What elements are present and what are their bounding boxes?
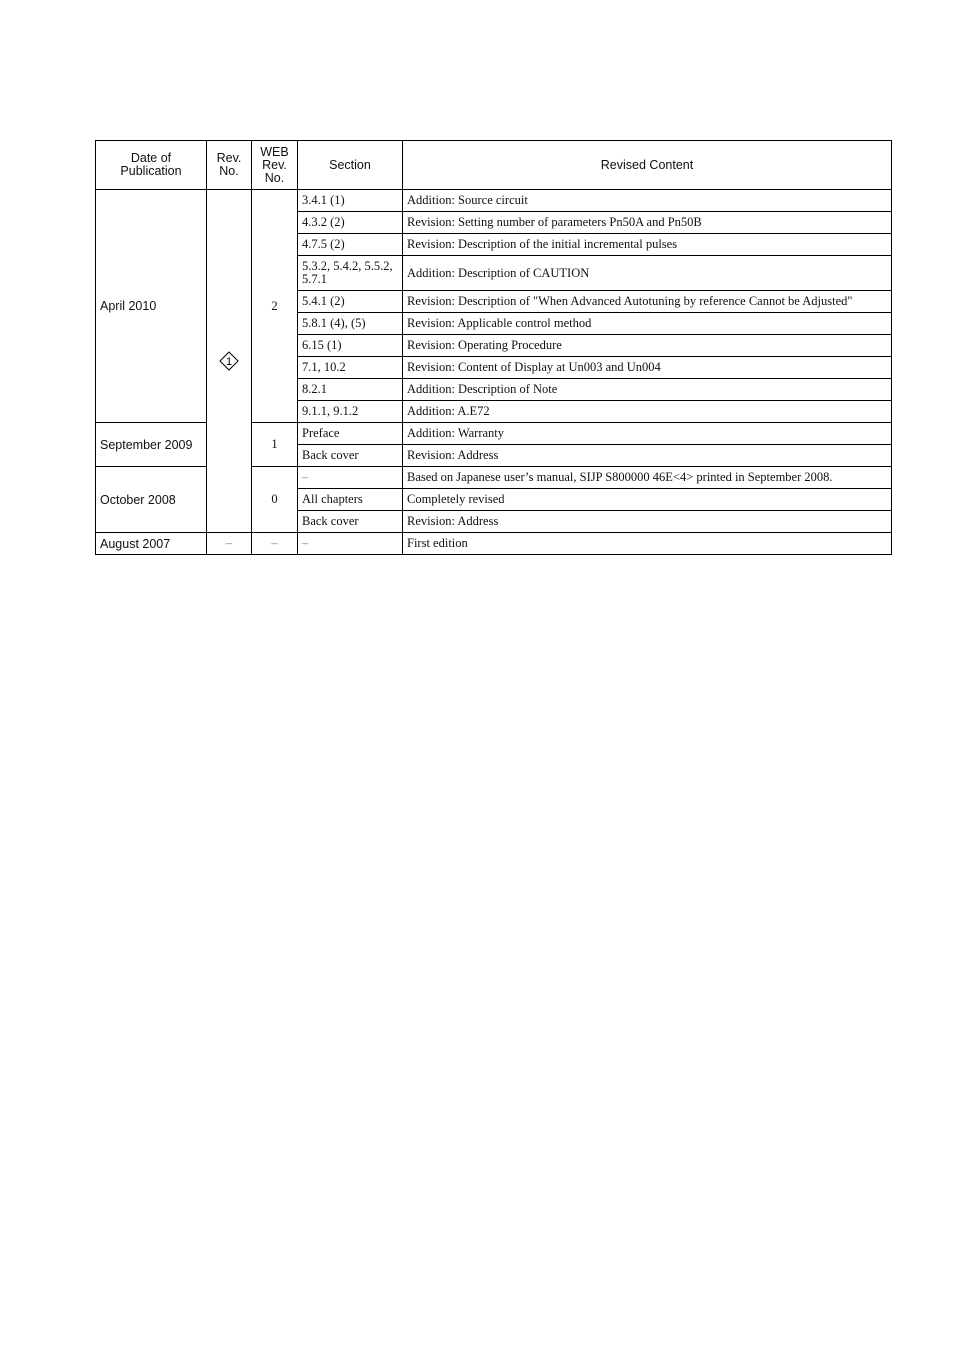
header-revised-content: Revised Content — [403, 141, 892, 190]
content-cell: Addition: Description of CAUTION — [403, 256, 892, 291]
content-cell: Revision: Applicable control method — [403, 313, 892, 335]
header-section: Section — [298, 141, 403, 190]
section-cell: 8.2.1 — [298, 379, 403, 401]
content-cell: Revision: Setting number of parameters Pn50A and Pn50B — [403, 212, 892, 234]
header-web-rev-no: WEB Rev. No. — [252, 141, 298, 190]
section-cell: 9.1.1, 9.1.2 — [298, 401, 403, 423]
content-cell: Revision: Description of "When Advanced Autotuning by reference Cannot be Adjusted" — [403, 291, 892, 313]
content-cell: Revision: Operating Procedure — [403, 335, 892, 357]
table-row — [96, 190, 892, 212]
section-cell: 4.3.2 (2) — [298, 212, 403, 234]
section-cell: 3.4.1 (1) — [298, 190, 403, 212]
content-cell: Revision: Description of the initial incremental pulses — [403, 234, 892, 256]
section-cell: Preface — [298, 423, 403, 445]
section-cell: – — [298, 467, 403, 489]
rev-no-value: 1 — [225, 356, 233, 368]
table-row — [96, 533, 892, 555]
section-cell: 4.7.5 (2) — [298, 234, 403, 256]
header-date: Date of Publication — [96, 141, 207, 190]
header-rev-no: Rev. No. — [207, 141, 252, 190]
rev-no-cell — [207, 190, 252, 533]
section-cell: 5.4.1 (2) — [298, 291, 403, 313]
content-cell: Revision: Address — [403, 511, 892, 533]
revision-history-table — [95, 140, 892, 555]
revision-diamond-icon — [219, 351, 239, 371]
web-rev-no-cell: 2 — [252, 190, 298, 423]
content-cell: Revision: Content of Display at Un003 and Un004 — [403, 357, 892, 379]
web-rev-no-cell: – — [252, 533, 298, 555]
date-cell: April 2010 — [96, 190, 207, 423]
section-cell: All chapters — [298, 489, 403, 511]
section-cell: 5.8.1 (4), (5) — [298, 313, 403, 335]
content-cell: First edition — [403, 533, 892, 555]
date-cell: October 2008 — [96, 467, 207, 533]
date-cell: August 2007 — [96, 533, 207, 555]
section-cell: – — [298, 533, 403, 555]
date-cell: September 2009 — [96, 423, 207, 467]
header-row — [96, 141, 892, 190]
content-cell: Addition: Source circuit — [403, 190, 892, 212]
section-cell: 5.3.2, 5.4.2, 5.5.2, 5.7.1 — [298, 256, 403, 291]
section-cell: 6.15 (1) — [298, 335, 403, 357]
section-cell: 7.1, 10.2 — [298, 357, 403, 379]
section-cell: Back cover — [298, 511, 403, 533]
web-rev-no-cell: 0 — [252, 467, 298, 533]
section-cell: Back cover — [298, 445, 403, 467]
content-cell: Addition: Description of Note — [403, 379, 892, 401]
rev-no-cell: – — [207, 533, 252, 555]
content-cell: Revision: Address — [403, 445, 892, 467]
content-cell: Based on Japanese user’s manual, SIJP S800000 46E<4> printed in September 2008. — [403, 467, 892, 489]
content-cell: Addition: A.E72 — [403, 401, 892, 423]
content-cell: Addition: Warranty — [403, 423, 892, 445]
web-rev-no-cell: 1 — [252, 423, 298, 467]
content-cell: Completely revised — [403, 489, 892, 511]
